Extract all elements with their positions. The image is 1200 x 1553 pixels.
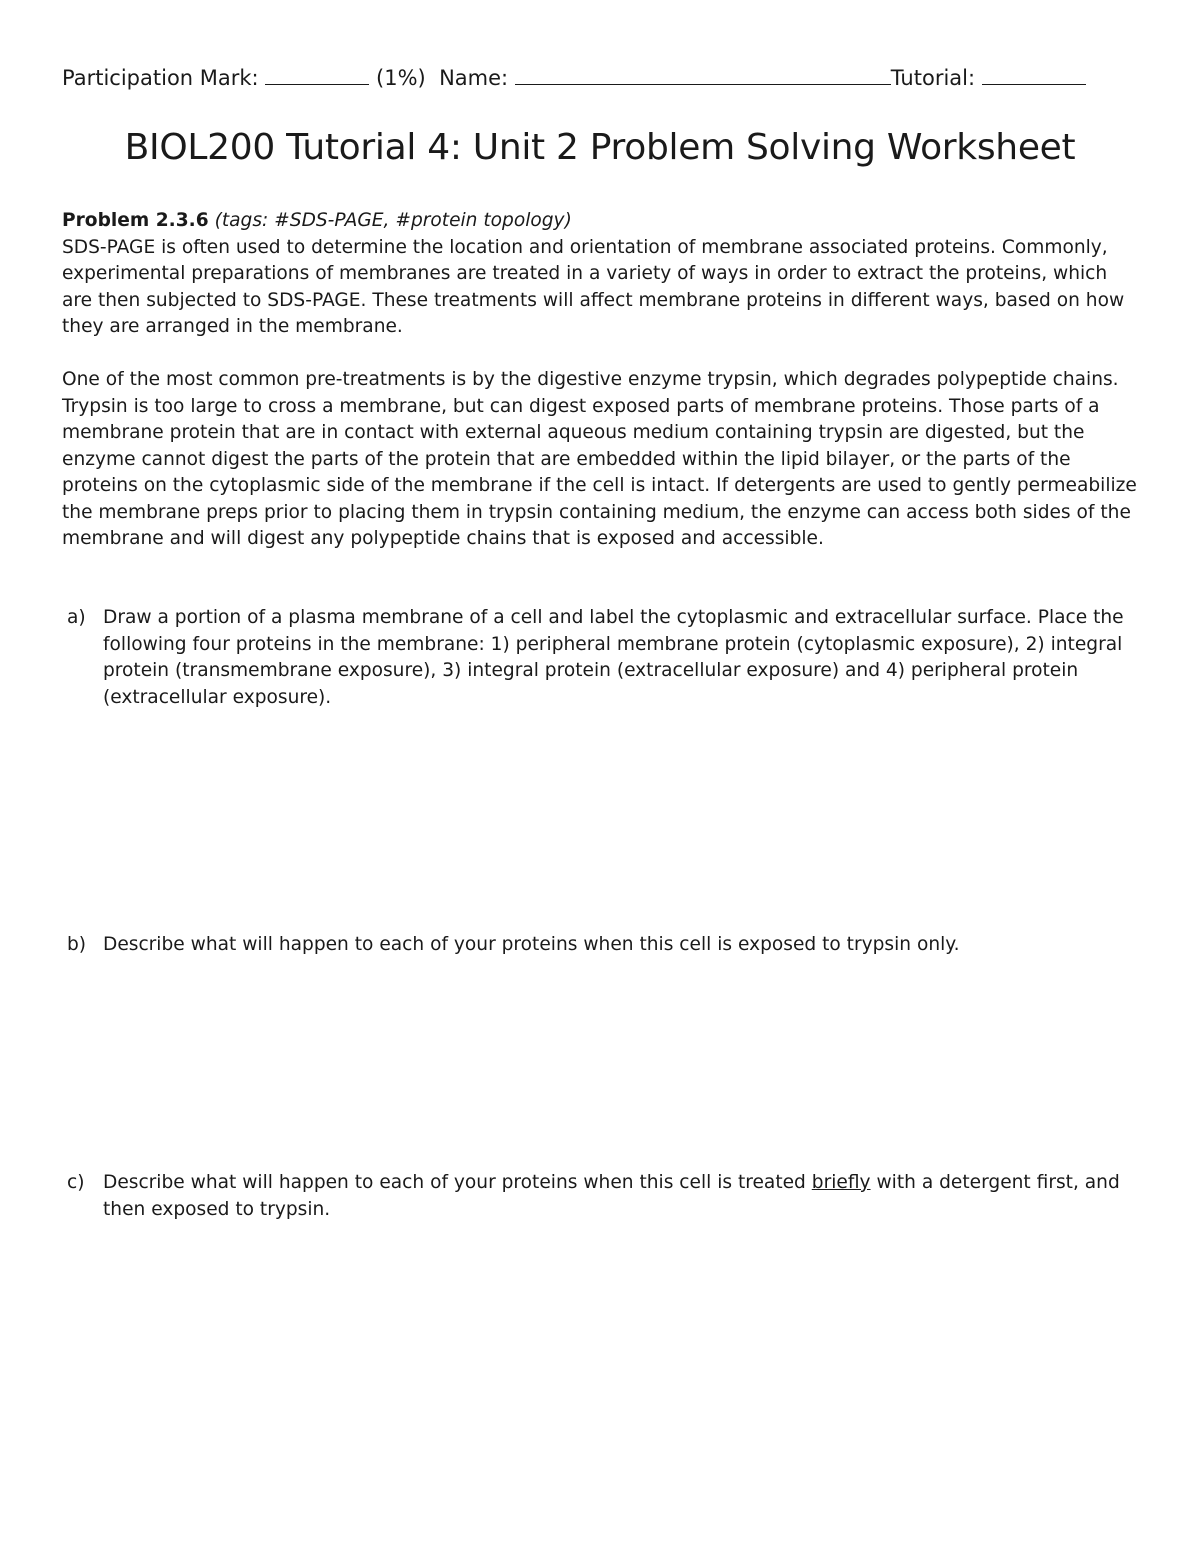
problem-paragraph-2: One of the most common pre-treatments is by the digestive enzyme trypsin, which degrades polypeptide chains. Trypsin is too large to cross a membrane, but can digest exposed parts of membrane proteins. Those parts of a membrane protein that are in contact with external aqueous medium containing trypsin are digested, but the enzyme cannot digest the parts of the protein that are embedded within the lipid bilayer, or the parts of the proteins on the cytoplasmic side of the membrane if the cell is intact. If detergents are used to gently permeabilize the membrane preps prior to placing them in trypsin containing medium, the enzyme can access both sides of the membrane and will digest any polypeptide chains that is exposed and accessible. [62, 369, 1137, 549]
problem-number: Problem 2.3.6 [62, 210, 209, 231]
question-letter: a) [67, 607, 86, 628]
question-text-part: Describe what will happen to each of your proteins when this cell is treated [103, 1172, 812, 1193]
problem-section [62, 208, 1142, 553]
participation-mark-blank [265, 62, 369, 85]
question-text: Draw a portion of a plasma membrane of a cell and label the cytoplasmic and extracellular surface. Place the following four proteins in the membrane: 1) peripheral membrane protein (cytoplasmic exposure), 2) integral protein (transmembrane exposure), 3) integral protein (extracellular exposure) and 4) peripheral protein (extracellular exposure). [103, 607, 1124, 708]
underlined-word: briefly [811, 1172, 871, 1193]
problem-heading [62, 208, 1142, 235]
tutorial-blank [982, 62, 1086, 85]
question-a [62, 605, 1142, 711]
page-title: BIOL200 Tutorial 4: Unit 2 Problem Solving Worksheet [124, 127, 1076, 168]
question-letter: b) [67, 934, 87, 955]
question-text-part: with a detergent first, and then exposed to trypsin. [103, 1172, 1120, 1220]
question-letter: c) [67, 1172, 85, 1193]
question-text: Describe what will happen to each of your proteins when this cell is exposed to trypsin only. [103, 934, 960, 955]
header-line [62, 62, 1142, 94]
question-text [103, 1170, 1142, 1223]
problem-paragraph-1: SDS-PAGE is often used to determine the location and orientation of membrane associated proteins. Commonly, experimental preparations of membranes are treated in a variety of ways in order to extract the proteins, which are then subjected to SDS-PAGE. These treatments will affect membrane proteins in different ways, based on how they are arranged in the membrane. [62, 236, 1125, 337]
participation-mark-label: Participation Mark: [62, 66, 259, 90]
question-b [62, 932, 1142, 959]
participation-percent: (1%) [376, 66, 426, 90]
name-blank [515, 62, 891, 85]
tutorial-label: Tutorial: [890, 66, 976, 90]
question-c [62, 1170, 1142, 1223]
problem-tags: (tags: #SDS-PAGE, #protein topology) [214, 210, 572, 231]
name-label: Name: [439, 66, 509, 90]
